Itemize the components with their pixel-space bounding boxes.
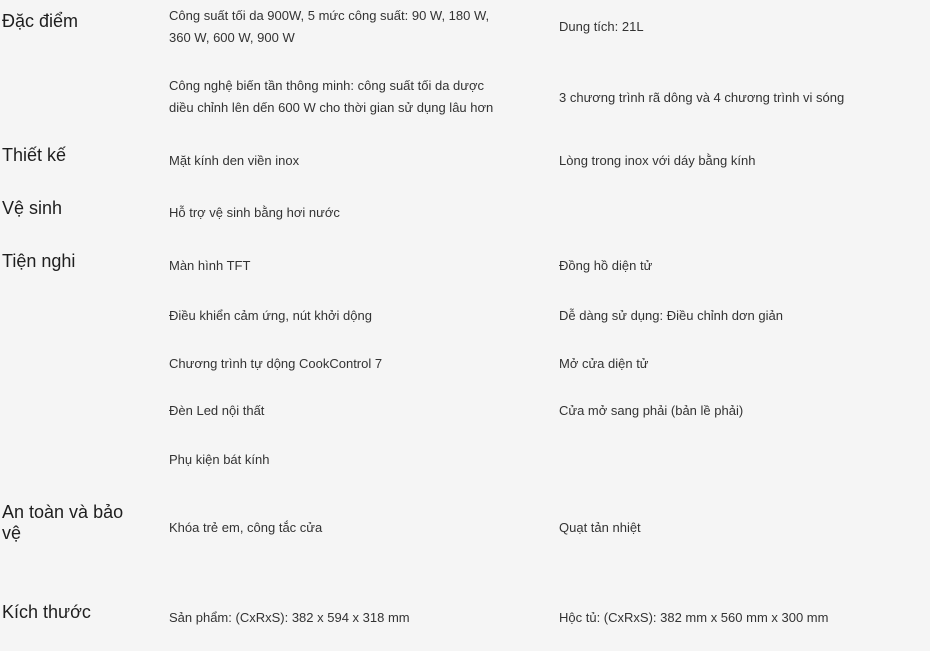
spec-cell-child-lock: Khóa trẻ em, công tắc cửa (169, 520, 323, 535)
spec-cell-cavity: Lòng trong inox với dáy bằng kính (559, 153, 756, 168)
spec-cell-door-hinge: Cửa mở sang phải (bản lề phải) (559, 403, 744, 418)
spec-cell-line: Công nghệ biến tần thông minh: công suất tối da dược (169, 78, 484, 93)
spec-cell-touch-control: Điều khiển cảm ứng, nút khởi dộng (169, 308, 372, 323)
section-heading-cleaning: Vệ sinh (2, 198, 63, 218)
spec-cell-line: diều chỉnh lên dến 600 W cho thời gian sử dụng lâu hơn (169, 100, 494, 115)
spec-cell-niche-size: Hộc tủ: (CxRxS): 382 mm x 560 mm x 300 mm (559, 610, 829, 625)
spec-cell-cooling-fan: Quạt tản nhiệt (559, 520, 641, 535)
spec-cell-power (169, 5, 549, 49)
section-heading-dimensions: Kích thước (2, 602, 91, 622)
spec-cell-product-size: Sản phẩm: (CxRxS): 382 x 594 x 318 mm (169, 610, 410, 625)
section-heading-design: Thiết kế (2, 145, 67, 165)
spec-cell-easy-use: Dễ dàng sử dụng: Điều chỉnh dơn giản (559, 308, 783, 323)
spec-cell-front-glass: Mặt kính den viền inox (169, 153, 300, 168)
spec-cell-line: Công suất tối da 900W, 5 mức công suất: 90 W, 180 W, (169, 8, 490, 23)
spec-cell-door-open: Mở cửa diện tử (559, 356, 649, 371)
spec-cell-glass-bowl: Phụ kiện bát kính (169, 452, 270, 467)
spec-cell-display: Màn hình TFT (169, 258, 251, 273)
section-heading-features: Đặc điểm (2, 11, 79, 31)
spec-cell-inverter (169, 75, 549, 119)
spec-cell-led-light: Đèn Led nội thất (169, 403, 265, 418)
spec-cell-clock: Đồng hồ diện tử (559, 258, 653, 273)
section-heading-safety: An toàn và bảo vệ (2, 502, 124, 543)
spec-cell-capacity: Dung tích: 21L (559, 19, 644, 34)
spec-cell-programs: 3 chương trình rã dông và 4 chương trình vi sóng (559, 90, 845, 105)
spec-cell-line: 360 W, 600 W, 900 W (169, 30, 295, 45)
spec-cell-cookcontrol: Chương trình tự dộng CookControl 7 (169, 356, 383, 371)
section-heading-convenience: Tiện nghi (2, 251, 76, 271)
spec-cell-steam-clean: Hỗ trợ vệ sinh bằng hơi nước (169, 205, 340, 220)
